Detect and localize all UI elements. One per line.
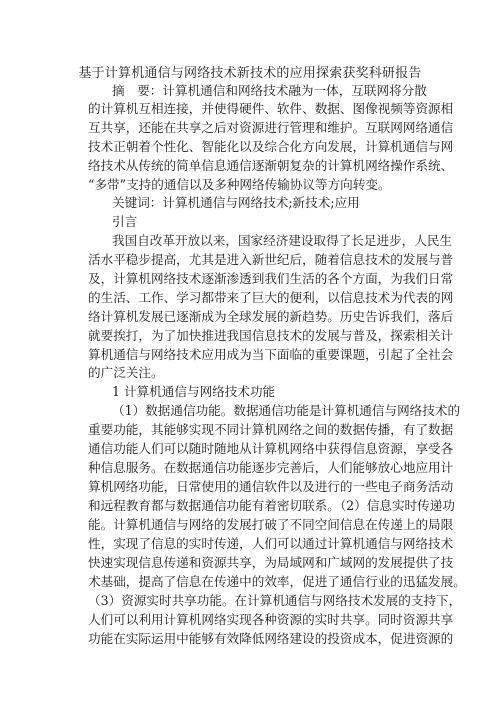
keywords-line: 关键词：计算机通信与网络技术;新技术;应用	[112, 195, 360, 210]
abstract-line: 互共享，还能在共享之后对资源进行管理和维护。互联网网络通信	[88, 120, 454, 135]
introduction-heading: 引言	[112, 214, 138, 229]
paragraph-line: 功能在实际运用中能够有效降低网络建设的投资成本，促进资源的	[88, 631, 454, 646]
paragraph-line: 通信功能人们可以随时随地从计算机网络中获得信息资源，享受各	[88, 441, 454, 456]
abstract-line: 的计算机互相连接，并使得硬件、软件、数据、图像视频等资源相	[88, 101, 454, 116]
paragraph-line: 就要挨打，为了加快推进我国信息技术的发展与普及，探索相关计	[88, 328, 454, 343]
paragraph-line: 人们可以利用计算机网络实现各种资源的实时共享。同时资源共享	[88, 612, 454, 627]
abstract-line: 技术正朝着个性化、智能化以及综合化方向发展，计算机通信与网	[88, 139, 454, 154]
paragraph-line: 算机通信与网络技术应用成为当下面临的重要课题，引起了全社会	[88, 347, 454, 362]
abstract-line: 络技术从传统的简单信息通信逐渐朝复杂的计算机网络操作系统、	[88, 158, 454, 173]
section-heading: 1 计算机通信与网络技术功能	[112, 384, 276, 399]
paragraph-line: 算机网络功能，日常使用的通信软件以及进行的一些电子商务活动	[88, 479, 454, 494]
paragraph-line: 我国自改革开放以来，国家经济建设取得了长足进步，人民生	[112, 233, 453, 248]
document-title: 基于计算机通信与网络技术新技术的应用探索获奖科研报告	[78, 66, 422, 81]
paragraph-line: 能。计算机通信与网络的发展打破了不同空间信息在传递上的局限	[88, 517, 454, 532]
paragraph-line: 和远程教育都与数据通信功能有着密切联系。（2）信息实时传递功	[88, 498, 455, 513]
paragraph-line: 重要功能，其能够实现不同计算机网络之间的数据传播，有了数据	[88, 422, 454, 437]
paragraph-line: 络计算机发展已逐渐成为全球发展的新趋势。历史告诉我们，落后	[88, 309, 454, 324]
paragraph-line: （3）资源实时共享功能。在计算机通信与网络技术发展的支持下，	[88, 593, 462, 608]
paragraph-line: 活水平稳步提高，尤其是进入新世纪后，随着信息技术的发展与普	[88, 252, 454, 267]
abstract-line: 摘 要：计算机通信和网络技术融为一体，互联网将分散	[112, 83, 427, 98]
paragraph-line: 性，实现了信息的实时传递，人们可以通过计算机通信与网络技术	[88, 536, 454, 551]
paragraph-line: （1）数据通信功能。数据通信功能是计算机通信与网络技术的	[112, 403, 461, 418]
paragraph-line: 及，计算机网络技术逐渐渗透到我们生活的各个方面，为我们日常	[88, 271, 454, 286]
paragraph-line: 术基础，提高了信息在传递中的效率，促进了通信行业的迅猛发展。	[88, 574, 466, 589]
paragraph-line: 的生活、工作、学习都带来了巨大的便利，以信息技术为代表的网	[88, 290, 454, 305]
paragraph-line: 的广泛关注。	[88, 365, 164, 380]
abstract-line: “多带”支持的通信以及多种网络传输协议等方向转变。	[88, 177, 391, 192]
paragraph-line: 种信息服务。在数据通信功能逐步完善后，人们能够放心地应用计	[88, 460, 454, 475]
paragraph-line: 快速实现信息传递和资源共享，为局域网和广域网的发展提供了技	[88, 555, 454, 570]
